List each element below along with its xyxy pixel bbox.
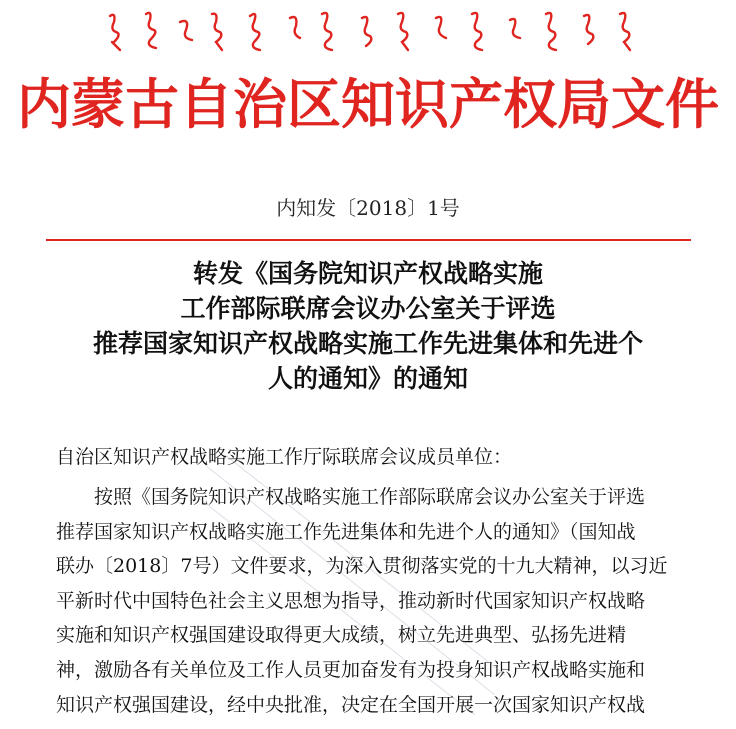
body-line: 知识产权强国建设，经中央批准，决定在全国开展一次国家知识产权战 — [56, 693, 646, 716]
title-line: 工作部际联席会议办公室关于评选 — [180, 294, 556, 323]
red-divider-line — [46, 239, 691, 241]
document-number: 内知发〔2018〕1号 — [276, 196, 460, 220]
mongolian-script-graphic — [100, 8, 648, 54]
title-line: 人的通知》的通知 — [267, 364, 468, 393]
body-line: 平新时代中国特色社会主义思想为指导，推动新时代国家知识产权战略 — [56, 589, 646, 612]
body-line: 神，激励各有关单位及工作人员更加奋发有为投身知识产权战略实施和 — [56, 658, 646, 681]
title-line: 转发《国务院知识产权战略实施 — [192, 259, 543, 288]
document-title — [30, 256, 706, 396]
body-line: 推荐国家知识产权战略实施工作先进集体和先进个人的通知》（国知战 — [56, 520, 636, 543]
body-text — [56, 480, 716, 722]
addressee-line: 自治区知识产权战略实施工作厅际联席会议成员单位： — [56, 446, 513, 468]
body-line: 按照《国务院知识产权战略实施工作部际联席会议办公室关于评选 — [94, 486, 646, 508]
body-line: 联办〔2018〕7号）文件要求，为深入贯彻落实党的十九大精神，以习近 — [56, 555, 668, 578]
mongolian-script-header — [100, 8, 648, 54]
title-line: 推荐国家知识产权战略实施工作先进集体和先进个 — [92, 329, 643, 358]
agency-title: 内蒙古自治区知识产权局文件 — [17, 72, 719, 136]
body-line: 实施和知识产权强国建设取得更大成绩，树立先进典型、弘扬先进精 — [56, 624, 627, 647]
